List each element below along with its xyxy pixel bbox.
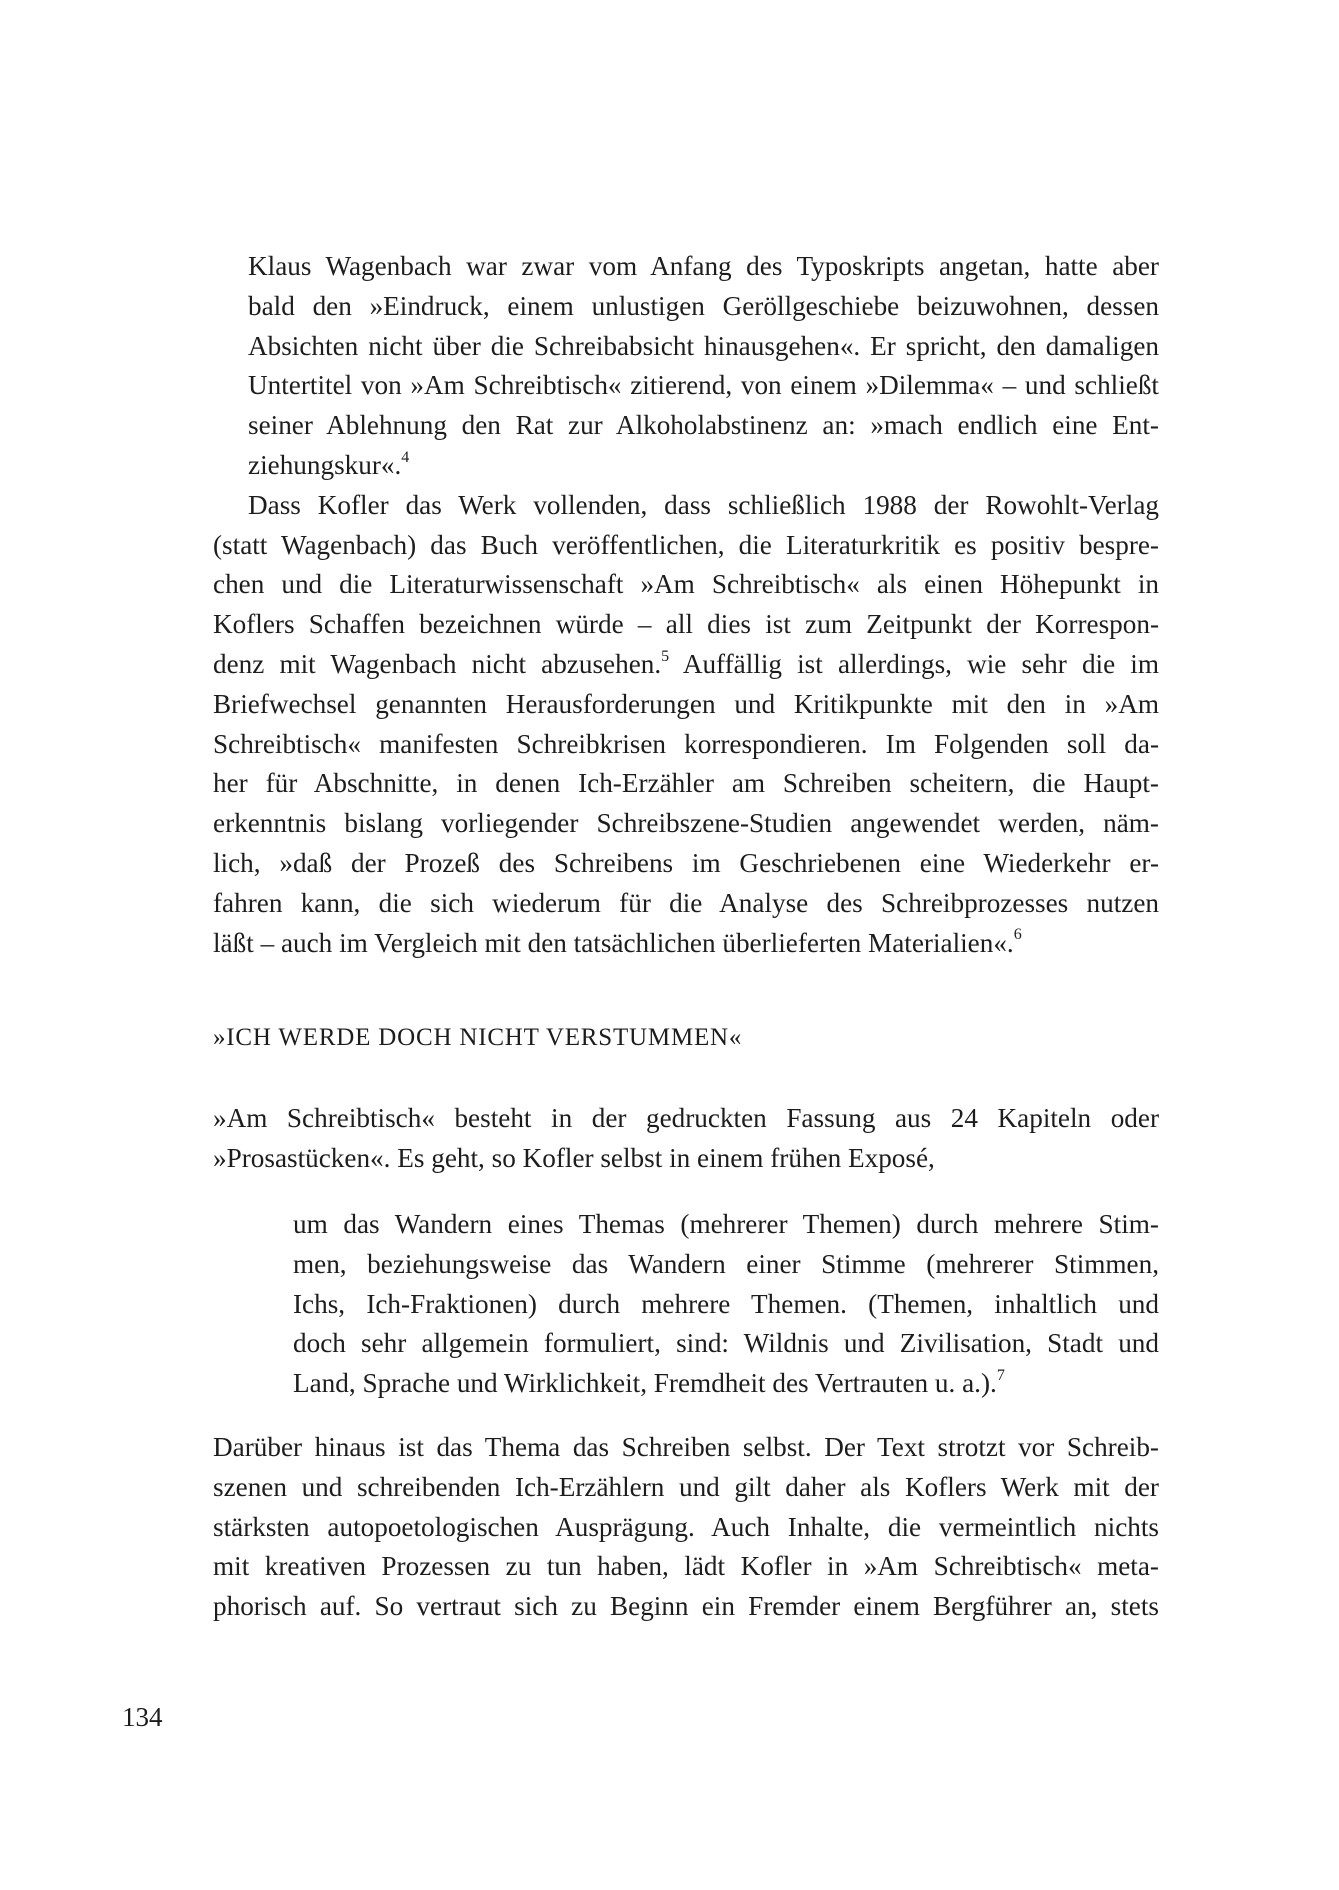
- paragraph-2-line: chen und die Literaturwissenschaft »Am Schreibtisch« als einen Höhepunkt in: [213, 569, 1159, 600]
- paragraph-1-line: seiner Ablehnung den Rat zur Alkoholabstinenz an: »mach endlich eine Ent-: [248, 410, 1159, 441]
- paragraph-3: [213, 1099, 1159, 1179]
- paragraph-1-line: bald den »Eindruck, einem unlustigen Geröllgeschiebe beizuwohnen, dessen: [248, 290, 1159, 321]
- paragraph-4-line: Darüber hinaus ist das Thema das Schreiben selbst. Der Text strotzt vor Schreib-: [213, 1432, 1159, 1462]
- opening-paragraphs: [213, 247, 1159, 963]
- block-quote-line: um das Wandern eines Themas (mehrerer Themen) durch mehrere Stim-: [293, 1209, 1159, 1239]
- paragraph-2-line: (statt Wagenbach) das Buch veröffentlichen, die Literaturkritik es positiv bespre-: [213, 529, 1159, 560]
- block-quote: [293, 1205, 1159, 1404]
- paragraph-2-line: Schreibtisch« manifesten Schreibkrisen korrespondieren. Im Folgenden soll da-: [213, 728, 1159, 759]
- paragraph-2-line: Dass Kofler das Werk vollenden, dass schließlich 1988 der Rowohlt-Verlag: [248, 489, 1159, 520]
- paragraph-2-line: Koflers Schaffen bezeichnen würde – all dies ist zum Zeitpunkt der Korrespon-: [213, 609, 1159, 640]
- paragraph-2-line-before: denz mit Wagenbach nicht abzusehen.: [213, 648, 662, 679]
- paragraph-2: [213, 486, 1159, 964]
- paragraph-4-line: phorisch auf. So vertraut sich zu Beginn ein Fremder einem Bergführer an, stets: [213, 1591, 1159, 1622]
- block-quote-line: men, beziehungsweise das Wandern einer Stimme (mehrerer Stimmen,: [293, 1248, 1159, 1279]
- footnote-marker: 6: [1013, 926, 1022, 944]
- paragraph-4-line: szenen und schreibenden Ich-Erzählern und gilt daher als Koflers Werk mit der: [213, 1471, 1159, 1502]
- paragraph-1-last-line: [213, 446, 1159, 486]
- paragraph-4: [213, 1428, 1159, 1627]
- paragraph-3-last-line: »Prosastücken«. Es geht, so Kofler selbst in einem frühen Exposé,: [213, 1142, 935, 1173]
- paragraph-2-last-text: läßt – auch im Vergleich mit den tatsächlichen überlieferten Materialien«.: [213, 927, 1014, 958]
- paragraph-1-line: Klaus Wagenbach war zwar vom Anfang des Typoskripts angetan, hatte aber: [248, 251, 1159, 281]
- paragraph-2-line: her für Abschnitte, in denen Ich-Erzähler am Schreiben scheitern, die Haupt-: [213, 768, 1159, 799]
- page-number: 134: [122, 1702, 163, 1732]
- block-quote-last-text: Land, Sprache und Wirklichkeit, Fremdheit des Vertrauten u. a.).: [293, 1368, 997, 1399]
- paragraph-2-line: fahren kann, die sich wiederum für die Analyse des Schreibprozesses nutzen: [213, 887, 1159, 918]
- block-quote-last-line: [293, 1364, 1159, 1404]
- paragraph-2-line: erkenntnis bislang vorliegender Schreibszene-Studien angewendet werden, näm-: [213, 808, 1159, 839]
- paragraph-4-block: [213, 1428, 1159, 1627]
- footnote-marker: 7: [996, 1367, 1005, 1385]
- paragraph-1: [213, 247, 1159, 486]
- paragraph-1-line: Absichten nicht über die Schreibabsicht hinausgehen«. Er spricht, den damaligen: [248, 330, 1159, 361]
- paragraph-1-line: Untertitel von »Am Schreibtisch« zitierend, von einem »Dilemma« – und schließt: [248, 370, 1159, 401]
- paragraph-2-line: lich, »daß der Prozeß des Schreibens im Geschriebenen eine Wiederkehr er-: [213, 847, 1159, 878]
- paragraph-1-last-text: ziehungskur«.: [248, 449, 402, 480]
- footnote-marker: 4: [401, 448, 410, 466]
- paragraph-2-last-line: [213, 924, 1159, 964]
- footnote-marker: 5: [661, 647, 670, 665]
- block-quote-line: doch sehr allgemein formuliert, sind: Wildnis und Zivilisation, Stadt und: [293, 1328, 1159, 1359]
- paragraph-2-line-after: Auffällig ist allerdings, wie sehr die im: [669, 648, 1159, 679]
- paragraph-4-line: mit kreativen Prozessen zu tun haben, lädt Kofler in »Am Schreibtisch« meta-: [213, 1551, 1159, 1582]
- paragraph-2-line-with-footnote: [213, 645, 1159, 685]
- paragraph-4-line: stärksten autopoetologischen Ausprägung. Auch Inhalte, die vermeintlich nichts: [213, 1511, 1159, 1542]
- paragraph-2-line: Briefwechsel genannten Herausforderungen und Kritikpunkte mit den in »Am: [213, 688, 1159, 719]
- section-heading: »ICH WERDE DOCH NICHT VERSTUMMEN«: [213, 1024, 743, 1051]
- block-quote-line: Ichs, Ich-Fraktionen) durch mehrere Themen. (Themen, inhaltlich und: [293, 1288, 1159, 1319]
- paragraph-3-block: [213, 1099, 1159, 1179]
- paragraph-3-line: »Am Schreibtisch« besteht in der gedruckten Fassung aus 24 Kapiteln oder: [213, 1103, 1159, 1133]
